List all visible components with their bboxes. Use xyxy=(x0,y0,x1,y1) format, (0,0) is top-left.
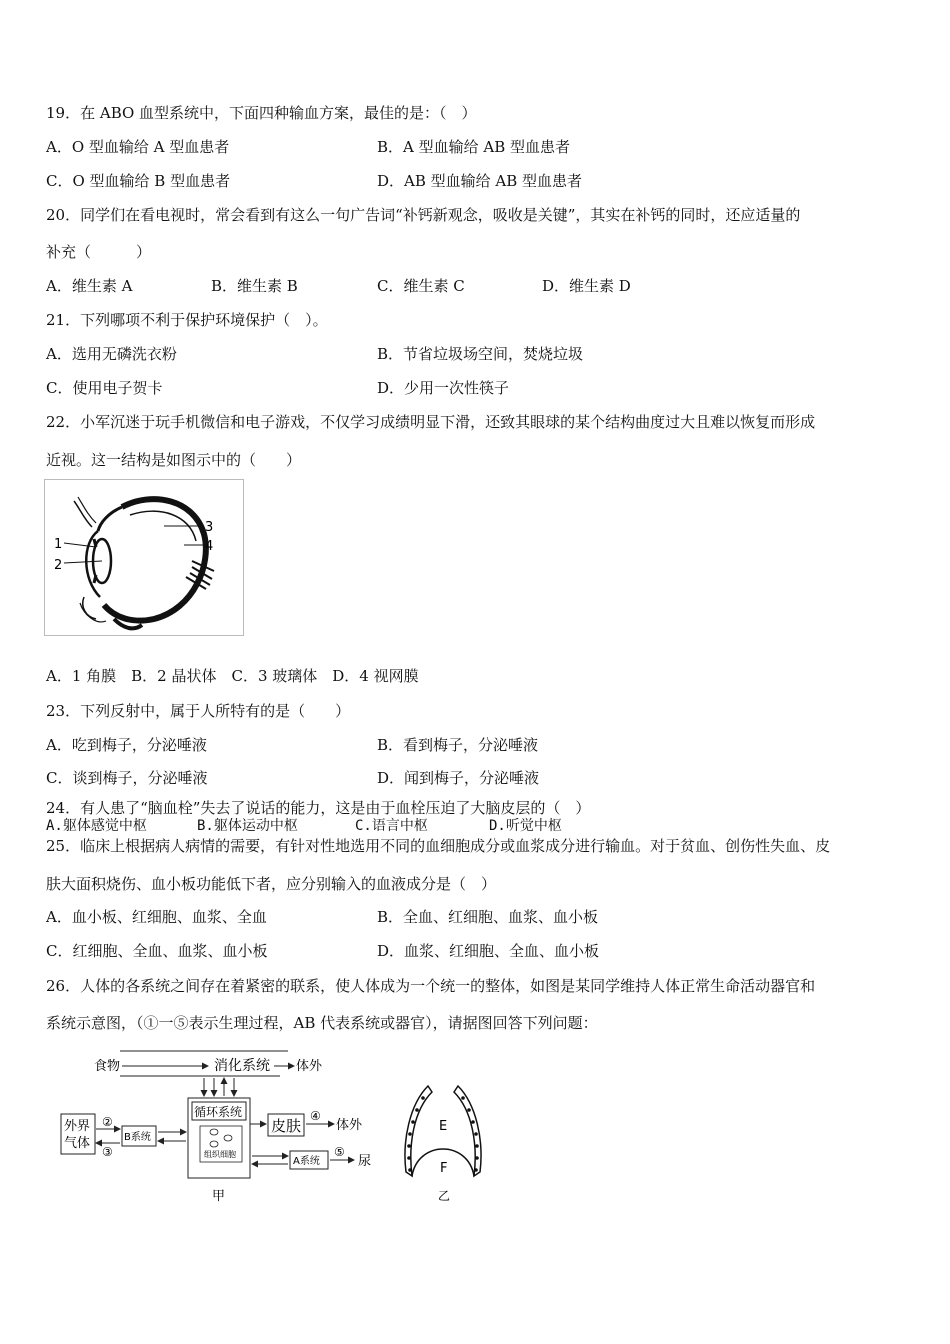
q25-stem-line2: 肤大面积烧伤、血小板功能低下者，应分别输入的血液成分是（ ） xyxy=(46,875,497,893)
q21-option-d: D．少用一次性筷子 xyxy=(377,379,510,397)
eye-label-4: 4 xyxy=(205,539,214,554)
q23-stem: 23．下列反射中，属于人所特有的是（ ） xyxy=(46,702,351,720)
q25-option-c: C．红细胞、全血、血浆、血小板 xyxy=(46,942,268,960)
q21-option-a: A．选用无磷洗衣粉 xyxy=(46,345,177,363)
process-2-label: ② xyxy=(102,1115,113,1129)
eye-diagram xyxy=(44,479,246,637)
q24-stem: 24．有人患了“脑血栓”失去了说话的能力，这是由于血栓压迫了大脑皮层的（ ） xyxy=(46,799,591,817)
q21-option-c: C．使用电子贺卡 xyxy=(46,379,163,397)
outside-body-label-1: 体外 xyxy=(296,1059,323,1074)
eye-label-1: 1 xyxy=(54,537,63,552)
q20-option-d: D．维生素 D xyxy=(542,277,631,295)
q22-options: A．1 角膜 B．2 晶状体 C．3 玻璃体 D．4 视网膜 xyxy=(46,667,419,685)
q24-option-d: D.听觉中枢 xyxy=(489,818,562,834)
q25-option-b: B．全血、红细胞、血浆、血小板 xyxy=(377,908,599,926)
process-3-label: ③ xyxy=(102,1145,113,1159)
skin-label: 皮肤 xyxy=(271,1117,302,1135)
q26-stem-line1: 26．人体的各系统之间存在着紧密的联系，使人体成为一个统一的整体，如图是某同学维持人体正常生命活动器官和 xyxy=(46,977,816,995)
figure-yi-caption: 乙 xyxy=(438,1189,451,1203)
digestive-system-label: 消化系统 xyxy=(214,1058,270,1074)
thorax-diagram xyxy=(398,1080,488,1205)
q24-option-b: B.躯体运动中枢 xyxy=(197,818,298,834)
food-label: 食物 xyxy=(94,1059,121,1074)
circulatory-system-label: 循环系统 xyxy=(194,1105,243,1119)
urine-label: 尿 xyxy=(358,1154,372,1169)
outside-air-label-2: 气体 xyxy=(64,1136,91,1151)
q21-stem: 21．下列哪项不利于保护环境保护（ ）。 xyxy=(46,311,328,329)
q19-option-d: D．AB 型血输给 AB 型血患者 xyxy=(377,172,583,190)
q22-stem-line1: 22．小军沉迷于玩手机微信和电子游戏，不仅学习成绩明显下滑，还致其眼球的某个结构曲度过大且难以恢复而形成 xyxy=(46,413,816,431)
q23-option-a: A．吃到梅子，分泌唾液 xyxy=(46,736,207,754)
body-systems-diagram xyxy=(58,1046,388,1204)
a-system-label: A系统 xyxy=(293,1156,320,1167)
eye-label-2: 2 xyxy=(54,558,63,573)
q23-option-c: C．谈到梅子，分泌唾液 xyxy=(46,769,208,787)
figure-jia-caption: 甲 xyxy=(212,1189,226,1204)
q25-stem-line1: 25．临床上根据病人病情的需要，有针对性地选用不同的血细胞成分或血浆成分进行输血。对于贫血、创伤性失血、皮 xyxy=(46,837,831,855)
q25-option-d: D．血浆、红细胞、全血、血小板 xyxy=(377,942,600,960)
process-5-label: ⑤ xyxy=(334,1145,345,1159)
q19-option-c: C．O 型血输给 B 型血患者 xyxy=(46,172,231,190)
q21-option-b: B．节省垃圾场空间，焚烧垃圾 xyxy=(377,345,584,363)
tissue-cells-label: 组织细胞 xyxy=(204,1150,236,1159)
q23-option-d: D．闻到梅子，分泌唾液 xyxy=(377,769,540,787)
q20-option-a: A．维生素 A xyxy=(46,277,133,295)
outside-air-label-1: 外界 xyxy=(64,1119,91,1134)
q19-stem: 19．在 ABO 血型系统中，下面四种输血方案，最佳的是：（ ） xyxy=(46,104,477,122)
q25-option-a: A．血小板、红细胞、血浆、全血 xyxy=(46,908,267,926)
label-f: F xyxy=(440,1161,448,1176)
process-4-label: ④ xyxy=(310,1109,321,1123)
q20-option-b: B．维生素 B xyxy=(211,277,298,295)
q20-stem-line2: 补充（ ） xyxy=(46,243,152,261)
label-e: E xyxy=(439,1119,448,1134)
q19-option-b: B．A 型血输给 AB 型血患者 xyxy=(377,138,571,156)
q20-option-c: C．维生素 C xyxy=(377,277,465,295)
outside-body-label-2: 体外 xyxy=(336,1118,363,1133)
q24-option-c: C.语言中枢 xyxy=(355,818,428,834)
q19-option-a: A．O 型血输给 A 型血患者 xyxy=(46,138,230,156)
q23-option-b: B．看到梅子，分泌唾液 xyxy=(377,736,539,754)
q20-stem-line1: 20．同学们在看电视时，常会看到有这么一句广告词“补钙新观念，吸收是关键”，其实在补钙的同时，还应适量的 xyxy=(46,206,801,224)
q24-option-a: A.躯体感觉中枢 xyxy=(46,818,147,834)
q22-stem-line2: 近视。这一结构是如图示中的（ ） xyxy=(46,451,302,469)
eye-label-3: 3 xyxy=(205,520,214,535)
q26-stem-line2: 系统示意图，（①一⑤表示生理过程，AB 代表系统或器官），请据图回答下列问题： xyxy=(46,1014,598,1032)
b-system-label: B系统 xyxy=(124,1132,151,1143)
